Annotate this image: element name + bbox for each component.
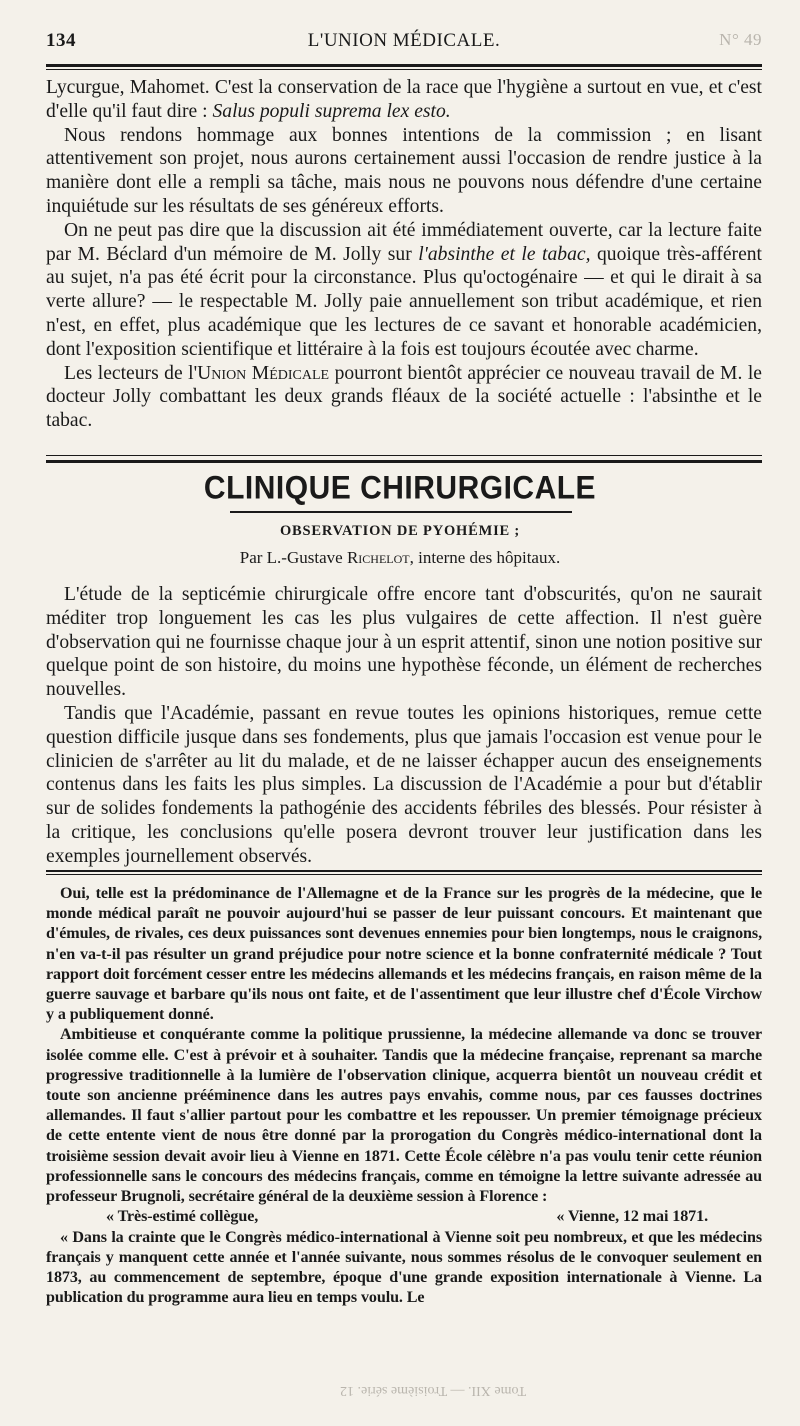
journal-title: L'UNION MÉDICALE.	[307, 30, 501, 51]
section-rule	[46, 455, 762, 456]
text-run: pourront bientôt apprécier ce nouveau travail de M. le docteur Jolly combattant les deux grands fléaux de la société actuelle : l'absinthe et le tabac.	[46, 362, 762, 432]
section-title: CLINIQUE CHIRURGICALE	[203, 470, 597, 507]
author-name: Richelot	[346, 548, 410, 567]
paragraph: Tandis que l'Académie, passant en revue toutes les opinions historiques, remue cette question difficile jusque dans ses fondements, plus que jamais l'occasion est venue pour le clinicien de s'arrêter au lit du malade, et de ne laisser échapper aucun des enseignements contenus dans les faits les plus simples. La discussion de l'Académie a pour but d'établir sur de solides fondements la pathogénie des accidents fébriles des blessés. Pour résister à la critique, les conclusions qu'elle posera devront trouver leur justification dans les exemples journellement observés.	[46, 702, 762, 867]
header-rule-thin	[46, 69, 762, 70]
letter-dateline: « Vienne, 12 mai 1871.	[556, 1208, 708, 1226]
paragraph	[46, 219, 762, 362]
paragraph: Ambitieuse et conquérante comme la politique prussienne, la médecine allemande va donc se trouver isolée comme elle. C'est à prévoir et à souhaiter. Tandis que la médecine française, reprenant sa marche progressive traditionnelle à la lumière de l'observation clinique, acquerra bientôt un nouveau crédit et toute son ancienne prééminence dans les autres pays envahis, comme nous, par ces fausses doctrines allemandes. Il faut s'allier partout pour les combattre et les repousser. Un premier témoignage précieux de cette entente vient de nous être donné par la prorogation du Congrès médico-international dont la troisième session devait avoir lieu à Vienne en 1871. Cette École célèbre n'a pas voulu tenir cette réunion professionnelle sans le concours des médecins français, comme en témoigne la lettre suivante adressée au professeur Brugnoli, secrétaire général de la deuxième session à Florence :	[46, 1026, 762, 1206]
book-title: l'absinthe et le tabac,	[418, 243, 591, 265]
observation-title: OBSERVATION DE PYOHÉMIE ;	[279, 523, 521, 539]
text-run: On ne peut pas dire que la discussion ait été immédiatement ouverte, car la lecture faite par M. Béclard d'un mémoire de M. Jolly sur	[46, 219, 762, 265]
feuilleton-rule	[46, 870, 762, 872]
clinical-article	[46, 583, 762, 869]
paragraph: Oui, telle est la prédominance de l'Allemagne et de la France sur les progrès de la médecine, que le monde médical paraît ne pouvoir aujourd'hui se passer de leur puissant concours. Et maintenant que d'émules, de rivales, ces deux puissances sont devenues ennemies pour bien longtemps, nous le craignons, n'en va-t-il pas résulter un grand préjudice pour notre science et la bonne confraternité médicale ? Tout rapport doit forcément cesser entre les médecins allemands et les médecins français, en raison même de la guerre sauvage et barbare qu'ils nous ont faite, et de l'assentiment que leur illustre chef d'École Virchow y a publiquement donné.	[46, 885, 762, 1024]
author-line	[0, 548, 800, 568]
text-run: Lycurgue, Mahomet. C'est la conservation de la race que l'hygiène a surtout en vue, et c'est d'elle qu'il faut dire :	[46, 77, 762, 122]
title-underline	[230, 511, 572, 513]
bleed-through-footer: Tome XII. — Troisième série. 12	[340, 1383, 527, 1398]
paragraph	[46, 362, 762, 433]
latin-motto: Salus populi suprema lex esto.	[212, 100, 451, 122]
paragraph: L'étude de la septicémie chirurgicale offre encore tant d'obscurités, qu'on ne saurait méditer trop longuement les cas les plus vulgaires de cette affection. Il n'est guère d'observation qui ne fournisse chaque jour à un esprit attentif, sinon une notion positive sur quelque point de son histoire, du moins une hypothèse féconde, un élément de recherches nouvelles.	[46, 584, 762, 701]
feuilleton-rule-thin	[46, 874, 762, 875]
paragraph: « Dans la crainte que le Congrès médico-international à Vienne soit peu nombreux, et que les médecins français y manquent cette année et l'année suivante, nous sommes résolus de le convoquer seulement en 1873, au commencement de septembre, époque d'une grande exposition internationale à Vienne. La publication du programme aura lieu en temps voulu. Le	[46, 1228, 762, 1307]
text-run: quoique très-afférent au sujet, n'a pas été écrit pour la circonstance. Plus qu'octogénaire — et qui le dirait à sa verte allure? — le respectable M. Jolly paie annuellement son tribut académique, et rien n'est, en effet, plus académique que les lectures de ce savant et honorable académicien, dont l'exposition scientifique et littéraire à la fois est toujours écoutée avec charme.	[46, 243, 763, 360]
article-continuation	[46, 76, 762, 433]
letter-salutation: « Très-estimé collègue,	[106, 1208, 259, 1226]
text-run: Les lecteurs de l'	[64, 362, 198, 384]
issue-number: N° 49	[719, 30, 762, 49]
author-affiliation: , interne des hôpitaux.	[409, 548, 561, 567]
paragraph: Nous rendons hommage aux bonnes intentions de la commission ; en lisant attentivement son projet, nous aurons certainement aussi l'occasion de rendre justice à la manière dont elle a rempli sa tâche, mais nous ne pouvons nous défendre d'une certaine inquiétude sur les résultats de ses généreux efforts.	[46, 124, 762, 217]
page-number: 134	[46, 30, 76, 51]
paragraph	[46, 76, 762, 124]
journal-name: Union Médicale	[197, 362, 330, 384]
header-rule	[46, 64, 762, 67]
feuilleton	[46, 884, 762, 1308]
author-prefix: Par L.-Gustave	[239, 548, 347, 567]
section-rule-thick	[46, 460, 762, 463]
running-head	[46, 30, 762, 60]
